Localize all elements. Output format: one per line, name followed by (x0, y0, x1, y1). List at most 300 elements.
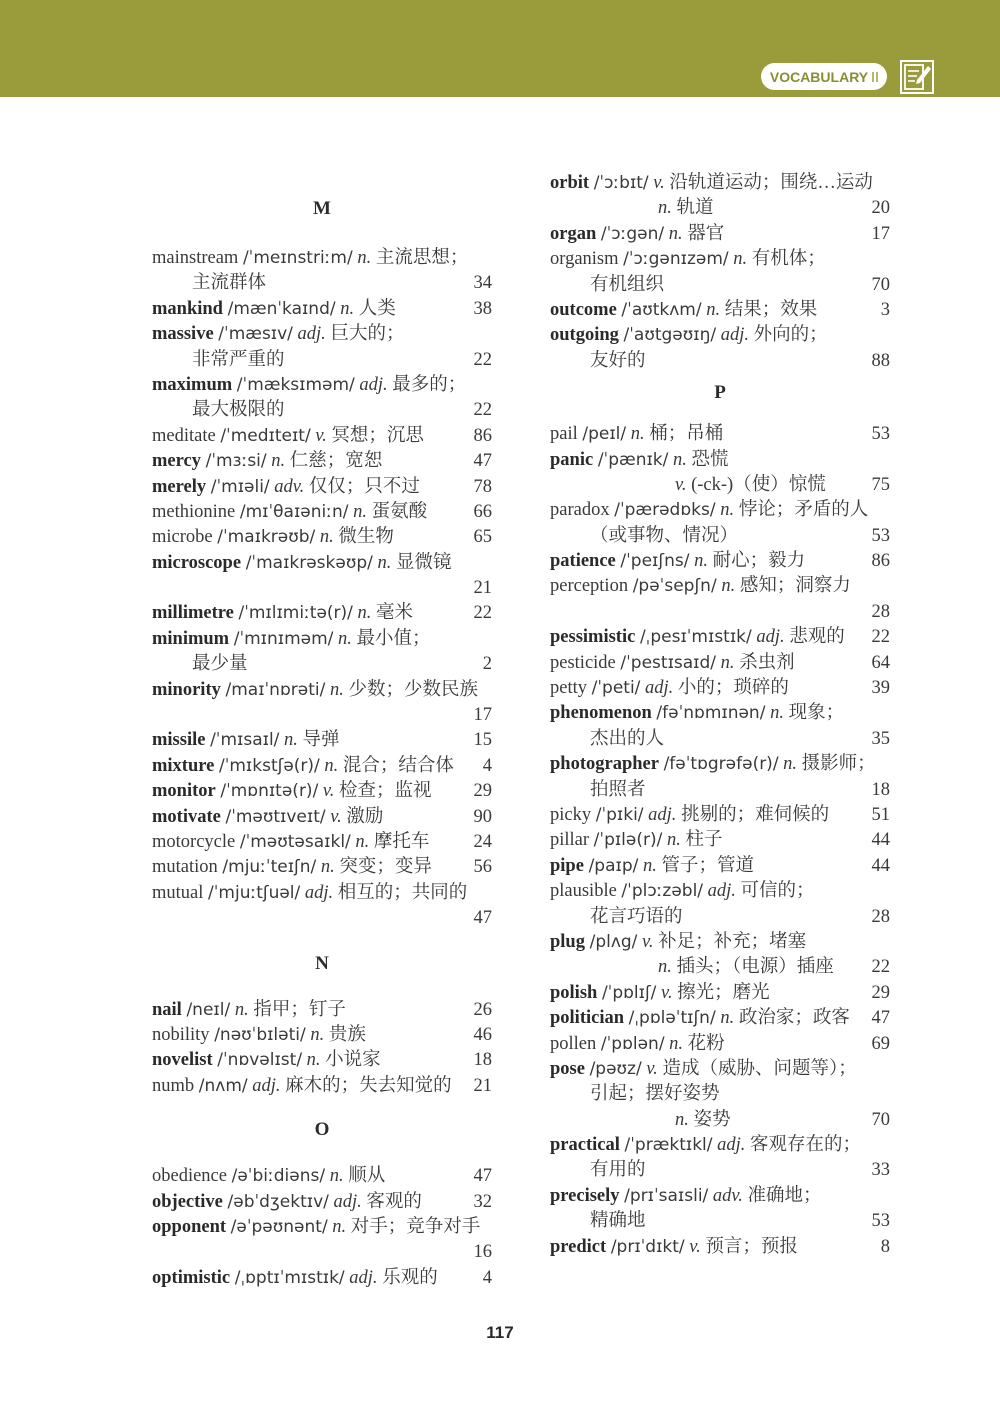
pronunciation: /ˈpɒlɪʃ/ (601, 982, 657, 1003)
headword: organism (550, 249, 619, 270)
headword: minority (152, 679, 221, 700)
page-ref: 69 (871, 1033, 890, 1054)
entry-text (590, 905, 683, 930)
part-of-speech: v. (661, 982, 673, 1003)
entry-text (550, 828, 723, 853)
pronunciation: /prɪˈsaɪsli/ (624, 1185, 709, 1206)
headword: precisely (550, 1185, 620, 1206)
definition: 最少量 (192, 654, 248, 675)
definition: 结果；效果 (724, 299, 818, 320)
entry-text (550, 448, 729, 473)
entry-text (590, 273, 664, 298)
definition: 拍照者 (590, 779, 646, 800)
vocab-entry (152, 373, 492, 398)
headword: patience (550, 551, 616, 572)
part-of-speech: adj. (717, 1135, 746, 1156)
page-ref: 35 (871, 728, 890, 749)
pronunciation: /ˈpeɪʃns/ (620, 551, 690, 572)
page-ref: 29 (473, 781, 492, 802)
definition: 悖论；矛盾的人 (738, 500, 869, 521)
headword: picky (550, 804, 592, 825)
notebook-pencil-icon (899, 59, 935, 95)
entry-text (550, 1184, 822, 1209)
definition: 挑剔的；难伺候的 (681, 804, 830, 825)
vocab-entry (152, 475, 492, 500)
vocab-entry (152, 998, 492, 1023)
definition: 客观的 (366, 1191, 422, 1212)
definition: 贵族 (328, 1024, 366, 1045)
page-ref: 4 (482, 755, 492, 776)
left-column (152, 190, 492, 1291)
definition: 主流思想； (375, 248, 469, 268)
pronunciation: /maɪˈnɒrəti/ (225, 679, 326, 700)
definition: 有机体； (751, 249, 826, 270)
spacer (550, 404, 890, 422)
page-ref: 32 (473, 1191, 492, 1212)
part-of-speech: n. (320, 857, 335, 878)
definition: 顺从 (348, 1166, 386, 1187)
pronunciation: /ˈmɒnɪtə(r)/ (220, 781, 319, 802)
page-ref: 17 (871, 223, 890, 244)
entry-text (550, 803, 829, 828)
vocab-entry (550, 981, 890, 1006)
vocab-entry (550, 701, 890, 726)
page-ref: 65 (473, 527, 492, 548)
headword: organ (550, 223, 597, 244)
headword: novelist (152, 1050, 213, 1071)
spacer (152, 1141, 492, 1164)
entry-text (152, 678, 478, 703)
definition: 有机组织 (590, 274, 665, 295)
entry-text (550, 222, 724, 247)
definition: 仁慈；宽恕 (289, 451, 383, 472)
page-ref: 29 (871, 982, 890, 1003)
vocab-entry-continuation (152, 398, 492, 423)
part-of-speech: n. (271, 451, 286, 472)
entry-text (152, 1215, 480, 1240)
headword: photographer (550, 754, 659, 775)
part-of-speech: n. (706, 299, 721, 320)
part-of-speech: n. (234, 999, 249, 1020)
page-ref: 33 (871, 1160, 890, 1181)
entry-text (152, 830, 429, 855)
part-of-speech: n. (630, 424, 645, 445)
entry-text (550, 247, 826, 272)
vocab-entry-continuation (152, 703, 492, 728)
headword: optimistic (152, 1267, 231, 1288)
headword: nail (152, 999, 182, 1020)
headword: pillar (550, 830, 590, 851)
vocab-entry (550, 752, 890, 777)
entry-text (550, 879, 815, 904)
entry-text (550, 625, 845, 650)
entry-text (192, 398, 285, 423)
vocab-entry (152, 1023, 492, 1048)
entry-text (550, 676, 789, 701)
vocab-entry-continuation (152, 576, 492, 601)
entry-text (152, 449, 382, 474)
headword: plug (550, 931, 585, 952)
definition: 可信的； (740, 881, 815, 902)
vocab-entry-continuation (550, 1082, 890, 1107)
vocab-entry (550, 247, 890, 272)
page-ref: 47 (871, 1008, 890, 1029)
vocab-entry-continuation (550, 524, 890, 549)
page-ref: 21 (473, 578, 492, 599)
part-of-speech: adv. (712, 1185, 743, 1206)
vocab-entry (550, 828, 890, 853)
pronunciation: /mɪˈθaɪəniːn/ (239, 501, 349, 522)
part-of-speech: n. (319, 527, 334, 548)
spacer (152, 190, 492, 198)
pronunciation: /plʌg/ (589, 931, 638, 952)
vocab-entry (152, 1215, 492, 1240)
page-ref: 64 (871, 652, 890, 673)
vocab-entry (152, 830, 492, 855)
page-ref: 66 (473, 501, 492, 522)
vocab-entry (152, 1074, 492, 1099)
page-ref: 16 (473, 1242, 492, 1263)
vocab-entry (152, 500, 492, 525)
part-of-speech: n. (284, 730, 298, 751)
entry-text (550, 930, 806, 955)
vocab-entry (550, 625, 890, 650)
vocab-entry (152, 754, 492, 779)
vocab-entry (152, 678, 492, 703)
vocab-entry (550, 1133, 890, 1158)
vocab-entry-continuation (550, 196, 890, 221)
pronunciation: /ˈmedɪteɪt/ (220, 425, 311, 446)
vocab-entry-continuation (550, 1209, 890, 1234)
part-of-speech: n. (306, 1050, 321, 1071)
definition: 柱子 (685, 830, 723, 851)
part-of-speech: v. (322, 781, 335, 802)
part-of-speech: n. (673, 449, 687, 470)
part-of-speech: n. (355, 831, 370, 852)
definition: 麻木的；失去知觉的 (285, 1075, 452, 1096)
spacer (550, 374, 890, 382)
vocab-entry (550, 222, 890, 247)
definition: 感知；洞察力 (739, 576, 851, 597)
page-ref: 22 (871, 957, 890, 978)
part-of-speech: v. (689, 1236, 701, 1257)
page-ref: 4 (482, 1267, 492, 1288)
vocab-entry (152, 627, 492, 652)
definition: (-ck-)（使）惊慌 (691, 474, 826, 495)
vocab-entry (152, 1048, 492, 1073)
pronunciation: /ˈmjuːtʃuəl/ (208, 882, 301, 903)
definition: 摄影师； (801, 754, 876, 775)
definition: 造成（威胁、问题等）； (662, 1058, 857, 1079)
part-of-speech: n. (658, 957, 672, 978)
vocab-entry-continuation (550, 273, 890, 298)
entry-text (550, 752, 876, 777)
pronunciation: /mjuːˈteɪʃn/ (222, 857, 317, 878)
entry-text (152, 500, 427, 525)
definition: 指甲；钉子 (253, 999, 346, 1020)
part-of-speech: n. (783, 754, 798, 775)
part-of-speech: n. (329, 679, 344, 700)
entry-text (550, 171, 873, 196)
entry-text (152, 424, 424, 449)
entry-text (550, 651, 795, 676)
vocab-entry (550, 1057, 890, 1082)
pronunciation: /ˈmɪkstʃə(r)/ (218, 755, 320, 776)
definition: 相互的；共同的 (337, 882, 468, 903)
page-ref: 22 (473, 400, 492, 421)
vocab-entry-continuation (550, 1158, 890, 1183)
headword: motivate (152, 806, 221, 827)
definition: 仅仅；只不过 (308, 476, 420, 497)
part-of-speech: n. (770, 703, 784, 724)
vocab-entry (550, 1235, 890, 1260)
vocabulary-badge (761, 63, 887, 90)
section-letter: N (315, 952, 329, 974)
pronunciation: /ˈplɔːzəbl/ (621, 881, 704, 902)
pronunciation: /əbˈdʒektɪv/ (227, 1191, 329, 1212)
right-column (550, 171, 890, 1260)
part-of-speech: n. (310, 1024, 325, 1045)
part-of-speech: v. (675, 474, 687, 495)
pronunciation: /ˈpeti/ (591, 678, 641, 699)
entry-text (152, 805, 383, 830)
entry-text (192, 652, 248, 677)
entry-text (152, 297, 396, 322)
pronunciation: /ˈɔːgən/ (600, 223, 665, 244)
definition: 姿势 (693, 1109, 731, 1130)
headword: phenomenon (550, 703, 652, 724)
vocab-entry (550, 651, 890, 676)
definition: 精确地 (590, 1211, 646, 1232)
definition: 显微镜 (395, 552, 452, 573)
entry-text (152, 373, 466, 398)
page-ref: 75 (871, 474, 890, 495)
definition: （或事物、情况） (590, 525, 739, 546)
vocab-entry-continuation (550, 955, 890, 980)
pronunciation: /fəˈtɒgrəfə(r)/ (663, 754, 779, 775)
headword: pessimistic (550, 627, 636, 648)
headword: pail (550, 424, 578, 445)
pronunciation: /ˈaʊtkʌm/ (621, 299, 702, 320)
entry-text (152, 551, 452, 576)
headword: monitor (152, 781, 216, 802)
vocab-entry-continuation (152, 652, 492, 677)
definition: 客观存在的； (750, 1135, 862, 1156)
headword: pose (550, 1058, 585, 1079)
definition: 擦光；磨光 (677, 982, 770, 1003)
headword: maximum (152, 374, 233, 395)
pronunciation: /ˈpræktɪkl/ (624, 1135, 713, 1156)
pronunciation: /ˈmaɪkrəskəʊp/ (245, 552, 373, 573)
vocab-entry-continuation (152, 348, 492, 373)
part-of-speech: adj. (297, 324, 326, 345)
entry-text (590, 524, 738, 549)
headword: millimetre (152, 603, 234, 624)
entry-text (152, 601, 413, 626)
vocab-entry-continuation (550, 349, 890, 374)
vocab-entry (550, 298, 890, 323)
entry-text (550, 298, 817, 323)
pronunciation: /ˈpɪlə(r)/ (593, 830, 663, 851)
page-ref: 18 (473, 1050, 492, 1071)
entry-text (550, 1133, 861, 1158)
part-of-speech: n. (642, 855, 657, 876)
part-of-speech: n. (338, 628, 352, 649)
vocab-entry (550, 171, 890, 196)
entry-text (550, 422, 723, 447)
part-of-speech: n. (666, 830, 681, 851)
definition: 预言；预报 (705, 1236, 798, 1257)
spacer (152, 1099, 492, 1119)
headword: mainstream (152, 248, 239, 268)
page-ref: 53 (871, 424, 890, 445)
pronunciation: /ˈmeɪnstriːm/ (242, 248, 353, 268)
pronunciation: /əˈbiːdiəns/ (231, 1166, 326, 1187)
vocab-entry (152, 1164, 492, 1189)
part-of-speech: v. (653, 173, 665, 193)
entry-text (675, 1108, 731, 1133)
definition: 激励 (346, 806, 384, 827)
entry-text (152, 1023, 366, 1048)
page-ref: 56 (473, 857, 492, 878)
definition: 主流群体 (192, 273, 267, 294)
part-of-speech: adj. (349, 1267, 378, 1288)
vocab-entry (152, 551, 492, 576)
definition: 对手；竞争对手 (350, 1216, 481, 1237)
part-of-speech: adj. (645, 678, 674, 699)
entry-text (550, 323, 828, 348)
part-of-speech: v. (642, 931, 654, 952)
page-ref: 86 (473, 425, 492, 446)
entry-text (152, 1074, 452, 1099)
headword: petty (550, 678, 587, 699)
page-ref: 15 (473, 730, 492, 751)
part-of-speech: n. (332, 1216, 347, 1237)
pronunciation: /neɪl/ (186, 999, 231, 1020)
page-ref: 22 (473, 349, 492, 370)
pronunciation: /prɪˈdɪkt/ (610, 1236, 685, 1257)
pronunciation: /əˈpəʊnənt/ (230, 1216, 328, 1237)
vocab-entry-continuation (152, 906, 492, 931)
entry-text (550, 574, 851, 599)
pronunciation: /paɪp/ (588, 855, 639, 876)
definition: 蛋氨酸 (371, 501, 428, 522)
vocab-entry-continuation (550, 778, 890, 803)
definition: 恐慌 (691, 449, 729, 470)
headword: paradox (550, 500, 610, 521)
part-of-speech: adj. (720, 325, 749, 346)
headword: plausible (550, 881, 617, 902)
pronunciation: /fəˈnɒmɪnən/ (656, 703, 766, 724)
vocab-entry (550, 1184, 890, 1209)
vocab-entry (550, 448, 890, 473)
definition: 混合；结合体 (342, 755, 454, 776)
definition: 最小值； (356, 628, 431, 649)
vocab-entry (550, 854, 890, 879)
definition: 突变；变异 (339, 857, 432, 878)
headword: mercy (152, 451, 201, 472)
definition: 少数；少数民族 (348, 679, 478, 700)
definition: 微生物 (338, 527, 394, 548)
part-of-speech: adj. (333, 1191, 362, 1212)
definition: 非常严重的 (192, 349, 285, 370)
page-ref: 53 (871, 525, 890, 546)
definition: 器官 (687, 223, 725, 244)
definition: 准确地； (747, 1185, 822, 1206)
entry-text (590, 1209, 646, 1234)
pronunciation: /ˈmɪsaɪl/ (210, 730, 280, 751)
entry-text (152, 728, 340, 753)
definition: 杰出的人 (590, 728, 665, 749)
pronunciation: /pəˈsepʃn/ (632, 576, 717, 597)
entry-text (550, 1032, 725, 1057)
definition: 补足；补充；堵塞 (658, 931, 807, 952)
vocab-entry (152, 449, 492, 474)
pronunciation: /ˈɔːgənɪzəm/ (623, 249, 729, 270)
pronunciation: /ˈaʊtgəʊɪŋ/ (623, 325, 717, 346)
vocab-entry (152, 855, 492, 880)
definition: 外向的； (753, 325, 828, 346)
headword: practical (550, 1135, 620, 1156)
definition: 最大极限的 (192, 400, 285, 421)
headword: merely (152, 476, 207, 497)
definition: 冥想；沉思 (331, 425, 424, 446)
entry-text (152, 881, 467, 906)
headword: motorcycle (152, 831, 236, 852)
entry-text (590, 1082, 720, 1107)
entry-text (152, 855, 432, 880)
page-ref: 28 (871, 906, 890, 927)
part-of-speech: n. (720, 500, 735, 521)
pronunciation: /ˈpærədɒks/ (614, 500, 716, 521)
vocab-entry (550, 1032, 890, 1057)
part-of-speech: n. (721, 576, 736, 597)
definition: 摩托车 (373, 831, 430, 852)
page-ref: 17 (473, 705, 492, 726)
definition: 悲观的 (789, 627, 845, 648)
page-ref: 53 (871, 1211, 890, 1232)
entry-text (152, 322, 404, 347)
page-ref: 18 (871, 779, 890, 800)
headword: orbit (550, 173, 590, 193)
page-ref: 28 (871, 601, 890, 622)
part-of-speech: n. (694, 551, 708, 572)
headword: methionine (152, 501, 236, 522)
part-of-speech: v. (646, 1058, 658, 1079)
page-ref: 39 (871, 678, 890, 699)
vocab-entry (550, 574, 890, 599)
vocab-entry (152, 601, 492, 626)
definition: 花言巧语的 (590, 906, 683, 927)
entry-text (550, 854, 754, 879)
entry-text (550, 1057, 857, 1082)
page-ref: 22 (871, 627, 890, 648)
page-ref: 51 (871, 804, 890, 825)
page-ref: 86 (871, 551, 890, 572)
headword: microbe (152, 527, 213, 548)
vocab-entry (152, 297, 492, 322)
headword: mixture (152, 755, 215, 776)
part-of-speech: adj. (252, 1075, 281, 1096)
pronunciation: /ˌpesɪˈmɪstɪk/ (639, 627, 752, 648)
headword: panic (550, 449, 594, 470)
section-letter: M (313, 198, 331, 219)
headword: obedience (152, 1166, 227, 1187)
page-ref: 90 (473, 806, 492, 827)
page-ref: 88 (871, 350, 890, 371)
part-of-speech: n. (720, 1008, 735, 1029)
pronunciation: /ˈpɒlən/ (600, 1033, 665, 1054)
